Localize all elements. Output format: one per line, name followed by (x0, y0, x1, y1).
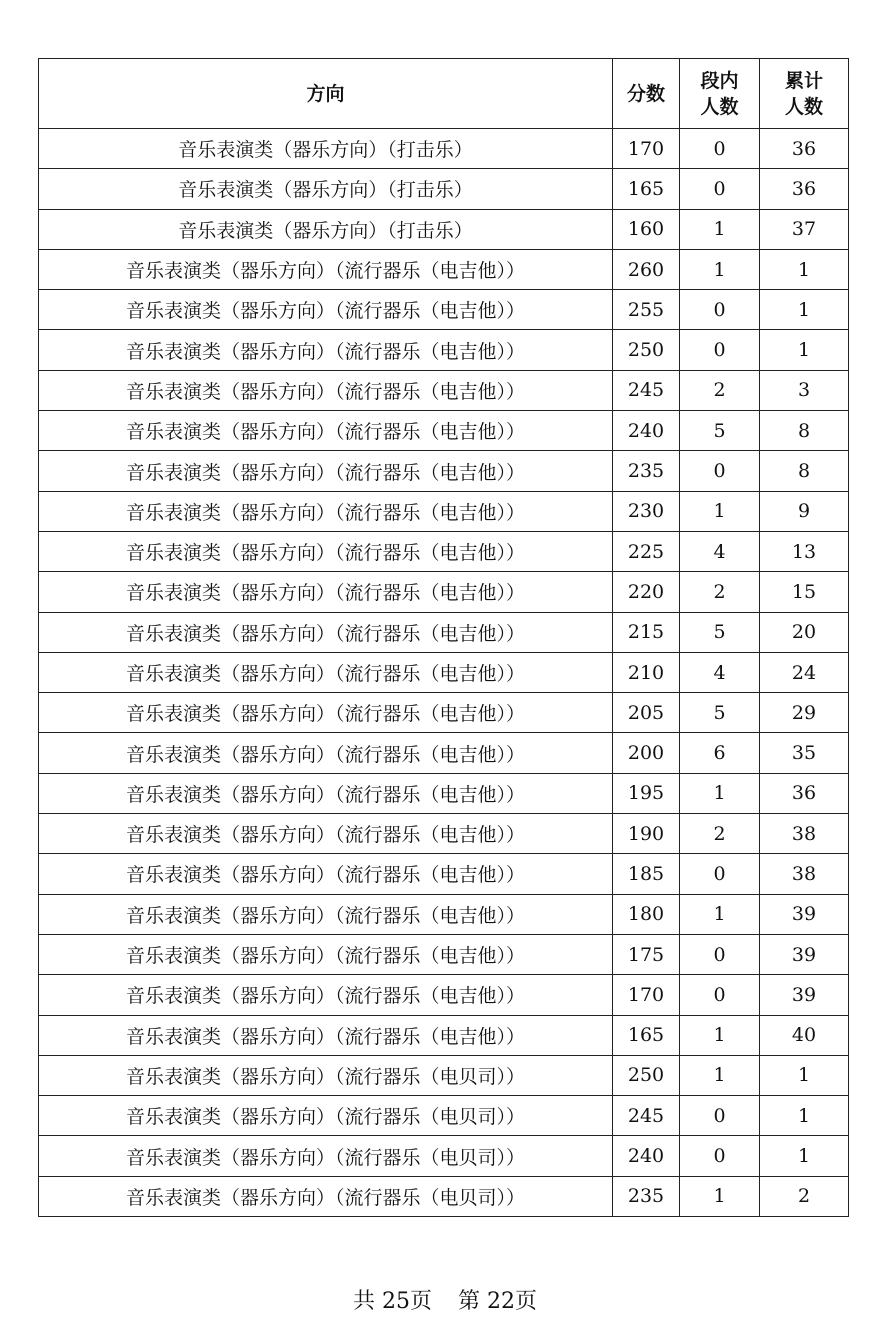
direction-cell: 音乐表演类（器乐方向）（流行器乐（电吉他）） (39, 370, 613, 410)
table-row (39, 612, 849, 652)
score-cell: 210 (613, 652, 680, 692)
table-row (39, 1015, 849, 1055)
header-cumulative (760, 59, 849, 129)
in-segment-cell: 1 (680, 1055, 760, 1095)
in-segment-cell: 5 (680, 612, 760, 652)
cumulative-cell: 36 (760, 773, 849, 813)
cumulative-cell: 38 (760, 814, 849, 854)
cumulative-cell: 1 (760, 330, 849, 370)
in-segment-cell: 0 (680, 330, 760, 370)
cumulative-cell: 20 (760, 612, 849, 652)
in-segment-cell: 5 (680, 693, 760, 733)
in-segment-cell: 1 (680, 1015, 760, 1055)
cumulative-cell: 1 (760, 1055, 849, 1095)
table-row (39, 894, 849, 934)
table-row (39, 129, 849, 169)
table-row (39, 451, 849, 491)
score-cell: 195 (613, 773, 680, 813)
table-row (39, 491, 849, 531)
table-row (39, 249, 849, 289)
score-cell: 200 (613, 733, 680, 773)
cumulative-cell: 1 (760, 1096, 849, 1136)
cumulative-cell: 1 (760, 249, 849, 289)
header-in-segment-label: 段内人数 (700, 69, 739, 118)
header-score: 分数 (613, 59, 680, 129)
table-row (39, 1176, 849, 1216)
page-footer (0, 1284, 890, 1315)
direction-cell: 音乐表演类（器乐方向）（流行器乐（电贝司）） (39, 1176, 613, 1216)
in-segment-cell: 1 (680, 894, 760, 934)
table-row (39, 934, 849, 974)
direction-cell: 音乐表演类（器乐方向）（流行器乐（电吉他）） (39, 491, 613, 531)
cumulative-cell: 38 (760, 854, 849, 894)
direction-cell: 音乐表演类（器乐方向）（流行器乐（电吉他）） (39, 451, 613, 491)
in-segment-cell: 6 (680, 733, 760, 773)
score-cell: 250 (613, 1055, 680, 1095)
score-cell: 170 (613, 129, 680, 169)
cumulative-cell: 3 (760, 370, 849, 410)
cumulative-cell: 15 (760, 572, 849, 612)
cumulative-cell: 39 (760, 934, 849, 974)
in-segment-cell: 2 (680, 572, 760, 612)
in-segment-cell: 0 (680, 975, 760, 1015)
header-row (39, 59, 849, 129)
direction-cell: 音乐表演类（器乐方向）（流行器乐（电吉他）） (39, 733, 613, 773)
in-segment-cell: 2 (680, 814, 760, 854)
cumulative-cell: 9 (760, 491, 849, 531)
score-cell: 175 (613, 934, 680, 974)
cumulative-cell: 39 (760, 975, 849, 1015)
header-cumulative-label: 累计人数 (784, 69, 823, 118)
in-segment-cell: 0 (680, 290, 760, 330)
in-segment-cell: 4 (680, 531, 760, 571)
score-cell: 250 (613, 330, 680, 370)
in-segment-cell: 0 (680, 169, 760, 209)
direction-cell: 音乐表演类（器乐方向）（流行器乐（电吉他）） (39, 693, 613, 733)
score-cell: 170 (613, 975, 680, 1015)
score-cell: 235 (613, 451, 680, 491)
direction-cell: 音乐表演类（器乐方向）（流行器乐（电吉他）） (39, 934, 613, 974)
direction-cell: 音乐表演类（器乐方向）（流行器乐（电贝司）） (39, 1055, 613, 1095)
table-row (39, 652, 849, 692)
direction-cell: 音乐表演类（器乐方向）（打击乐） (39, 209, 613, 249)
in-segment-cell: 5 (680, 411, 760, 451)
in-segment-cell: 0 (680, 934, 760, 974)
direction-cell: 音乐表演类（器乐方向）（流行器乐（电吉他）） (39, 975, 613, 1015)
table-row (39, 814, 849, 854)
direction-cell: 音乐表演类（器乐方向）（流行器乐（电吉他）） (39, 773, 613, 813)
in-segment-cell: 1 (680, 773, 760, 813)
direction-cell: 音乐表演类（器乐方向）（流行器乐（电贝司）） (39, 1136, 613, 1176)
direction-cell: 音乐表演类（器乐方向）（流行器乐（电吉他）） (39, 330, 613, 370)
score-cell: 245 (613, 370, 680, 410)
table-row (39, 693, 849, 733)
cumulative-cell: 39 (760, 894, 849, 934)
cumulative-cell: 36 (760, 129, 849, 169)
score-cell: 180 (613, 894, 680, 934)
direction-cell: 音乐表演类（器乐方向）（打击乐） (39, 169, 613, 209)
in-segment-cell: 0 (680, 1136, 760, 1176)
direction-cell: 音乐表演类（器乐方向）（流行器乐（电吉他）） (39, 572, 613, 612)
table-row (39, 330, 849, 370)
header-direction: 方向 (39, 59, 613, 129)
direction-cell: 音乐表演类（器乐方向）（流行器乐（电吉他）） (39, 894, 613, 934)
in-segment-cell: 1 (680, 249, 760, 289)
table-row (39, 290, 849, 330)
score-cell: 220 (613, 572, 680, 612)
in-segment-cell: 0 (680, 451, 760, 491)
cumulative-cell: 1 (760, 290, 849, 330)
cumulative-cell: 37 (760, 209, 849, 249)
score-cell: 255 (613, 290, 680, 330)
direction-cell: 音乐表演类（器乐方向）（流行器乐（电吉他）） (39, 814, 613, 854)
cumulative-cell: 35 (760, 733, 849, 773)
direction-cell: 音乐表演类（器乐方向）（流行器乐（电吉他）） (39, 411, 613, 451)
table-row (39, 975, 849, 1015)
table-row (39, 773, 849, 813)
direction-cell: 音乐表演类（器乐方向）（流行器乐（电吉他）） (39, 531, 613, 571)
score-cell: 240 (613, 411, 680, 451)
table-row (39, 209, 849, 249)
cumulative-cell: 8 (760, 451, 849, 491)
score-cell: 215 (613, 612, 680, 652)
cumulative-cell: 40 (760, 1015, 849, 1055)
in-segment-cell: 2 (680, 370, 760, 410)
in-segment-cell: 1 (680, 1176, 760, 1216)
cumulative-cell: 2 (760, 1176, 849, 1216)
total-pages: 共 25页 (353, 1289, 432, 1314)
direction-cell: 音乐表演类（器乐方向）（打击乐） (39, 129, 613, 169)
table-row (39, 1055, 849, 1095)
cumulative-cell: 1 (760, 1136, 849, 1176)
direction-cell: 音乐表演类（器乐方向）（流行器乐（电吉他）） (39, 1015, 613, 1055)
table-row (39, 531, 849, 571)
score-cell: 190 (613, 814, 680, 854)
score-distribution-table (38, 58, 849, 1217)
score-cell: 165 (613, 169, 680, 209)
score-cell: 160 (613, 209, 680, 249)
header-in-segment (680, 59, 760, 129)
cumulative-cell: 36 (760, 169, 849, 209)
cumulative-cell: 8 (760, 411, 849, 451)
table-row (39, 1136, 849, 1176)
cumulative-cell: 24 (760, 652, 849, 692)
table-row (39, 572, 849, 612)
score-cell: 205 (613, 693, 680, 733)
direction-cell: 音乐表演类（器乐方向）（流行器乐（电吉他）） (39, 612, 613, 652)
table-row (39, 1096, 849, 1136)
in-segment-cell: 0 (680, 129, 760, 169)
table-row (39, 169, 849, 209)
cumulative-cell: 29 (760, 693, 849, 733)
in-segment-cell: 4 (680, 652, 760, 692)
cumulative-cell: 13 (760, 531, 849, 571)
in-segment-cell: 0 (680, 854, 760, 894)
score-cell: 235 (613, 1176, 680, 1216)
table-body (39, 129, 849, 1217)
in-segment-cell: 1 (680, 209, 760, 249)
direction-cell: 音乐表演类（器乐方向）（流行器乐（电吉他）） (39, 290, 613, 330)
score-cell: 185 (613, 854, 680, 894)
direction-cell: 音乐表演类（器乐方向）（流行器乐（电吉他）） (39, 249, 613, 289)
table-row (39, 733, 849, 773)
table-header (39, 59, 849, 129)
score-cell: 260 (613, 249, 680, 289)
score-cell: 245 (613, 1096, 680, 1136)
score-cell: 230 (613, 491, 680, 531)
table-row (39, 411, 849, 451)
current-page: 第 22页 (458, 1289, 537, 1314)
score-cell: 240 (613, 1136, 680, 1176)
in-segment-cell: 0 (680, 1096, 760, 1136)
table-row (39, 854, 849, 894)
table-row (39, 370, 849, 410)
in-segment-cell: 1 (680, 491, 760, 531)
score-cell: 165 (613, 1015, 680, 1055)
score-cell: 225 (613, 531, 680, 571)
direction-cell: 音乐表演类（器乐方向）（流行器乐（电贝司）） (39, 1096, 613, 1136)
direction-cell: 音乐表演类（器乐方向）（流行器乐（电吉他）） (39, 652, 613, 692)
direction-cell: 音乐表演类（器乐方向）（流行器乐（电吉他）） (39, 854, 613, 894)
